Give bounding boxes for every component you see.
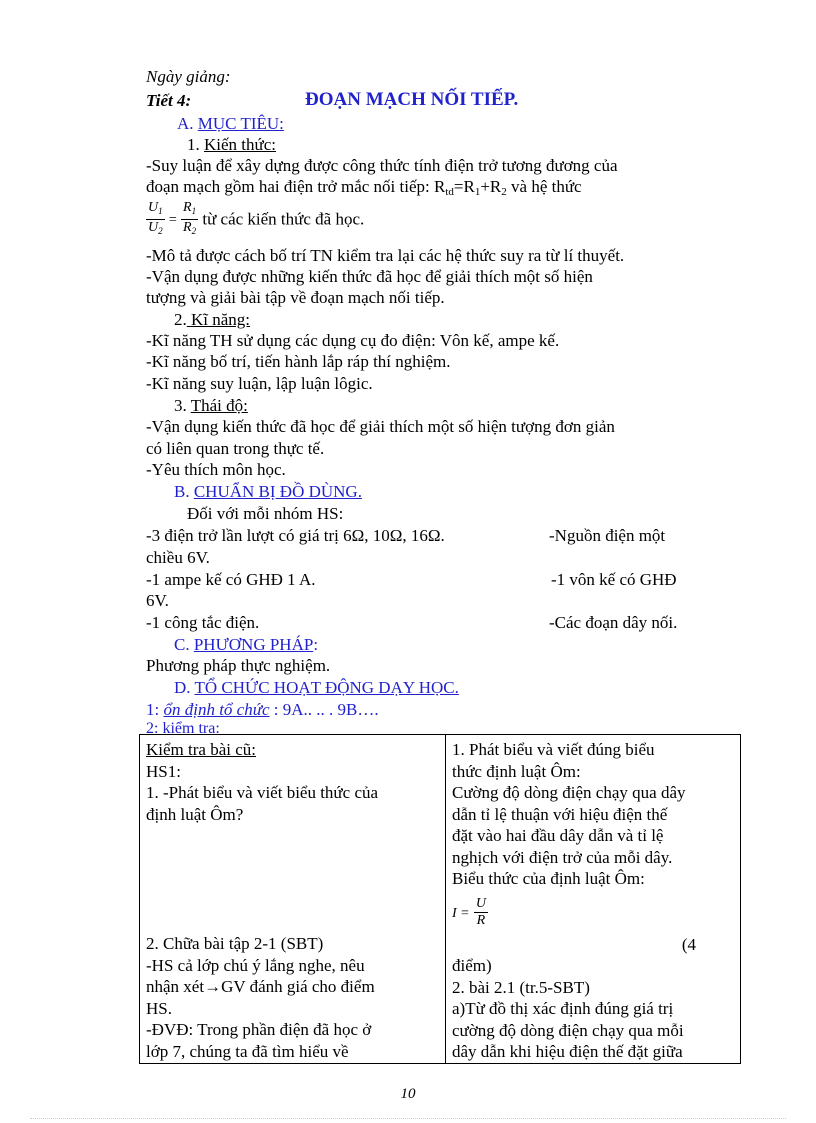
knowledge-heading [187, 134, 276, 155]
frac-u-den: U [148, 220, 159, 235]
frac-u-num-sub: 1 [158, 206, 163, 216]
step-2-line: 2: kiểm tra: [146, 720, 220, 737]
answer-1-line-5: đặt vào hai đầu dây dẫn và tỉ lệ [452, 826, 664, 845]
intro-line-1: -ĐVĐ: Trong phần điện đã học ở [146, 1020, 372, 1039]
lesson-label: Tiết 4: [146, 91, 192, 110]
section-d-prefix: D. [174, 678, 195, 697]
section-a-prefix: A. [177, 114, 198, 133]
step-1-text: ổn định tổ chức [163, 700, 270, 719]
answer-2-line-1: 2. bài 2.1 (tr.5-SBT) [452, 977, 590, 997]
skills-item-1: -Kĩ năng TH sử dụng các dụng cụ đo điện: Vôn kế, ampe kế. [146, 331, 560, 350]
equipment-row-1-right: -Nguồn điện một [549, 526, 666, 545]
attitude-heading [174, 395, 248, 416]
subscript-td: td [445, 186, 454, 198]
answer-column [446, 735, 741, 1064]
method-text: Phương pháp thực nghiệm. [146, 656, 331, 675]
answer-1-line-6: nghịch với điện trở của mỗi dây. [452, 847, 673, 867]
attitude-line-3: -Yêu thích môn học. [146, 460, 286, 479]
skills-num: 2. [174, 310, 187, 329]
left-spacer [146, 825, 439, 933]
equipment-row-2-cont: 6V. [146, 591, 169, 610]
procedure-line-1: -HS cả lớp chú ý lắng nghe, nêu [146, 955, 365, 975]
frac-r-num-sub: 1 [191, 206, 197, 216]
knowledge-line-2-start: đoạn mạch gồm hai điện trở mắc nối tiếp: R [146, 177, 446, 196]
answer-2-line-4: dây dẫn khi hiệu điện thế đặt giữa [452, 1042, 683, 1061]
frac-r-num: R [183, 200, 192, 215]
skills-item-2: -Kĩ năng bố trí, tiến hành lắp ráp thí nghiệm. [146, 352, 451, 371]
after-fraction-text: từ các kiến thức đã học. [202, 209, 365, 229]
attitude-line-2: có liên quan trong thực tế. [146, 439, 325, 458]
answer-2-line-2: a)Từ đồ thị xác định đúng giá trị [452, 999, 674, 1018]
step-1-num: 1: [146, 700, 160, 719]
plus-r: +R [480, 177, 502, 196]
subscript-1: 1 [474, 186, 481, 198]
procedure-line-2-a: nhận xét [146, 977, 205, 996]
knowledge-line-5: -Vận dụng được những kiến thức đã học để giải thích một số hiện [146, 267, 593, 286]
question-1-line-1: 1. -Phát biểu và viết biểu thức của [146, 783, 379, 802]
page-number: 10 [400, 1086, 416, 1102]
ohm-formula [452, 890, 734, 934]
equipment-row-1-left: -3 điện trở lần lượt có giá trị 6Ω, 10Ω, 16Ω. [146, 526, 445, 545]
question-1-line-2: định luật Ôm? [146, 804, 244, 824]
equals-sign: = [168, 212, 177, 228]
formula-fraction [474, 896, 488, 929]
date-label: Ngày giảng: [146, 67, 231, 86]
section-d-title: TỔ CHỨC HOẠT ĐỘNG DẠY HỌC. [194, 678, 459, 697]
equipment-row-3-right: -Các đoạn dây nối. [549, 613, 678, 632]
step-1-line [146, 699, 379, 720]
table-row [140, 735, 741, 1064]
right-arrow-icon: → [204, 977, 222, 996]
section-b-title: CHUẨN BỊ ĐỒ DÙNG. [193, 482, 362, 501]
frac-r-den: R [183, 220, 192, 235]
equipment-row-3-left: -1 công tắc điện. [146, 613, 260, 632]
question-2: 2. Chữa bài tập 2-1 (SBT) [146, 934, 324, 953]
skills-heading [174, 309, 250, 330]
equipment-row-2-right: -1 vôn kế có GHĐ [551, 570, 677, 589]
section-c-title: PHƯƠNG PHÁP [193, 635, 314, 654]
knowledge-line-6: tượng và giải bài tập về đoạn mạch nối tiếp. [146, 288, 445, 307]
frac-u-den-sub: 2 [158, 226, 163, 236]
old-lesson-heading: Kiểm tra bài cũ: [146, 740, 256, 759]
document-title: ĐOẠN MẠCH NỐI TIẾP. [305, 89, 519, 110]
answer-1-line-4: dẫn tỉ lệ thuận với hiệu điện thế [452, 804, 668, 824]
section-b-heading [174, 481, 362, 502]
section-d-heading [174, 677, 459, 698]
lesson-table [139, 734, 741, 1064]
points-label: (4 [681, 934, 696, 954]
procedure-line-2-b: GV đánh giá cho điểm [221, 977, 375, 996]
eq-r: =R [453, 177, 475, 196]
knowledge-line-2-end: và hệ thức [506, 177, 582, 196]
procedure-line-3: HS. [146, 998, 172, 1018]
skills-item-3: -Kĩ năng suy luận, lập luận lôgic. [146, 374, 373, 393]
frac-r-den-sub: 2 [191, 226, 197, 236]
fraction-u1-u2 [146, 200, 165, 239]
footer-divider [30, 1118, 786, 1119]
group-intro: Đối với mỗi nhóm HS: [187, 504, 344, 523]
intro-line-2: lớp 7, chúng ta đã tìm hiểu về [146, 1041, 349, 1061]
points-label-cont: điểm) [452, 956, 492, 975]
skills-label: Kĩ năng: [186, 310, 251, 329]
section-a-title: MỤC TIÊU: [197, 114, 284, 133]
knowledge-label: Kiến thức: [204, 135, 277, 154]
section-c-heading [174, 634, 318, 655]
knowledge-num: 1. [187, 135, 204, 154]
answer-1-line-1: 1. Phát biểu và viết đúng biểu [452, 740, 655, 759]
fraction-r1-r2 [181, 200, 198, 239]
ratio-formula-line [146, 200, 364, 239]
knowledge-line-2 [146, 176, 582, 203]
equipment-row-2-left: -1 ampe kế có GHĐ 1 A. [146, 570, 316, 589]
lesson-header [146, 90, 191, 111]
section-b-prefix: B. [174, 482, 194, 501]
subscript-2: 2 [501, 186, 507, 198]
section-c-suffix: : [313, 635, 319, 654]
formula-den: R [476, 913, 486, 929]
teacher-column [140, 735, 446, 1064]
attitude-line-1: -Vận dụng kiến thức đã học để giải thích một số hiện tượng đơn giản [146, 417, 615, 436]
formula-num: U [475, 896, 486, 912]
knowledge-line-4: -Mô tả được cách bố trí TN kiểm tra lại các hệ thức suy ra từ lí thuyết. [146, 246, 625, 265]
section-c-prefix: C. [174, 635, 194, 654]
attitude-label: Thái độ: [190, 396, 248, 415]
student-label: HS1: [146, 761, 181, 781]
frac-u-num: U [148, 200, 159, 215]
section-a-heading [177, 113, 284, 134]
answer-2-line-3: cường độ dòng điện chạy qua mỗi [452, 1020, 684, 1040]
equipment-row-1-cont: chiều 6V. [146, 548, 210, 567]
step-1-rest: : 9A.. .. . 9B…. [269, 700, 379, 719]
answer-1-line-7: Biểu thức của định luật Ôm: [452, 869, 645, 888]
answer-1-line-2: thức định luật Ôm: [452, 761, 581, 781]
knowledge-line-1: -Suy luận để xây dựng được công thức tính điện trở tương đương của [146, 156, 618, 175]
attitude-num: 3. [174, 396, 191, 415]
answer-1-line-3: Cường độ dòng điện chạy qua dây [452, 783, 686, 802]
procedure-line-2 [146, 976, 439, 998]
formula-lhs: I = [452, 905, 470, 921]
